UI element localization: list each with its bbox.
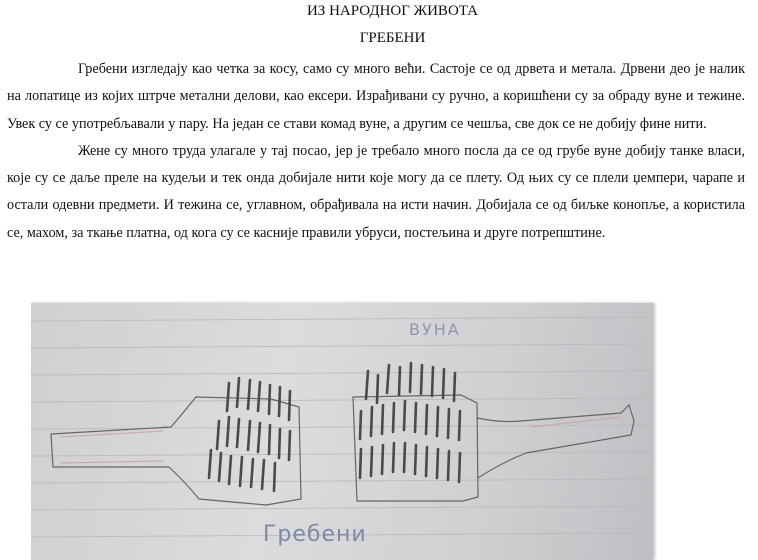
label-combs: Гребени — [263, 522, 367, 547]
paragraph-2: Жене су много труда улагале у тај посао, јер је требало много посла да се од грубе вуне добију танке власи, које су се даље преле на кудељи и тек онда добијале нити које могу да се плету. Од њих су се плели џемпери, чарапе и остали одевни предмети. И тежина се, углавном, обрађивала на исти начин. Добијала се од биљке конопље, а користила се, махом, за ткање платна, од кога су се касније правили убруси, постељина и друге потрепштине. — [7, 142, 745, 241]
notebook-lines — [31, 317, 653, 537]
right-comb — [353, 395, 634, 501]
document-title: ИЗ НАРОДНОГ ЖИВОТА — [306, 3, 479, 19]
label-wool: ВУНА — [409, 320, 461, 339]
paragraph-1: Гребени изгледају као четка за косу, само су много већи. Састоје се од дрвета и метала. Дрвени део је налик на лопатице из којих штрче метални делови, као ексери. Израђивани су ручно, а коришћени су за обраду вуне и тежине. Увек су се употребљавали у пару. На један се стави комад вуне, а другим се чешља, све док се не добију фине нити. — [7, 61, 745, 132]
comb-drawing — [31, 303, 653, 560]
left-comb — [51, 397, 301, 505]
left-comb-teeth — [209, 378, 290, 491]
drawing-photo — [31, 303, 653, 560]
document-body — [7, 56, 745, 247]
right-comb-teeth — [360, 363, 460, 482]
document-subtitle: ГРЕБЕНИ — [359, 30, 426, 46]
